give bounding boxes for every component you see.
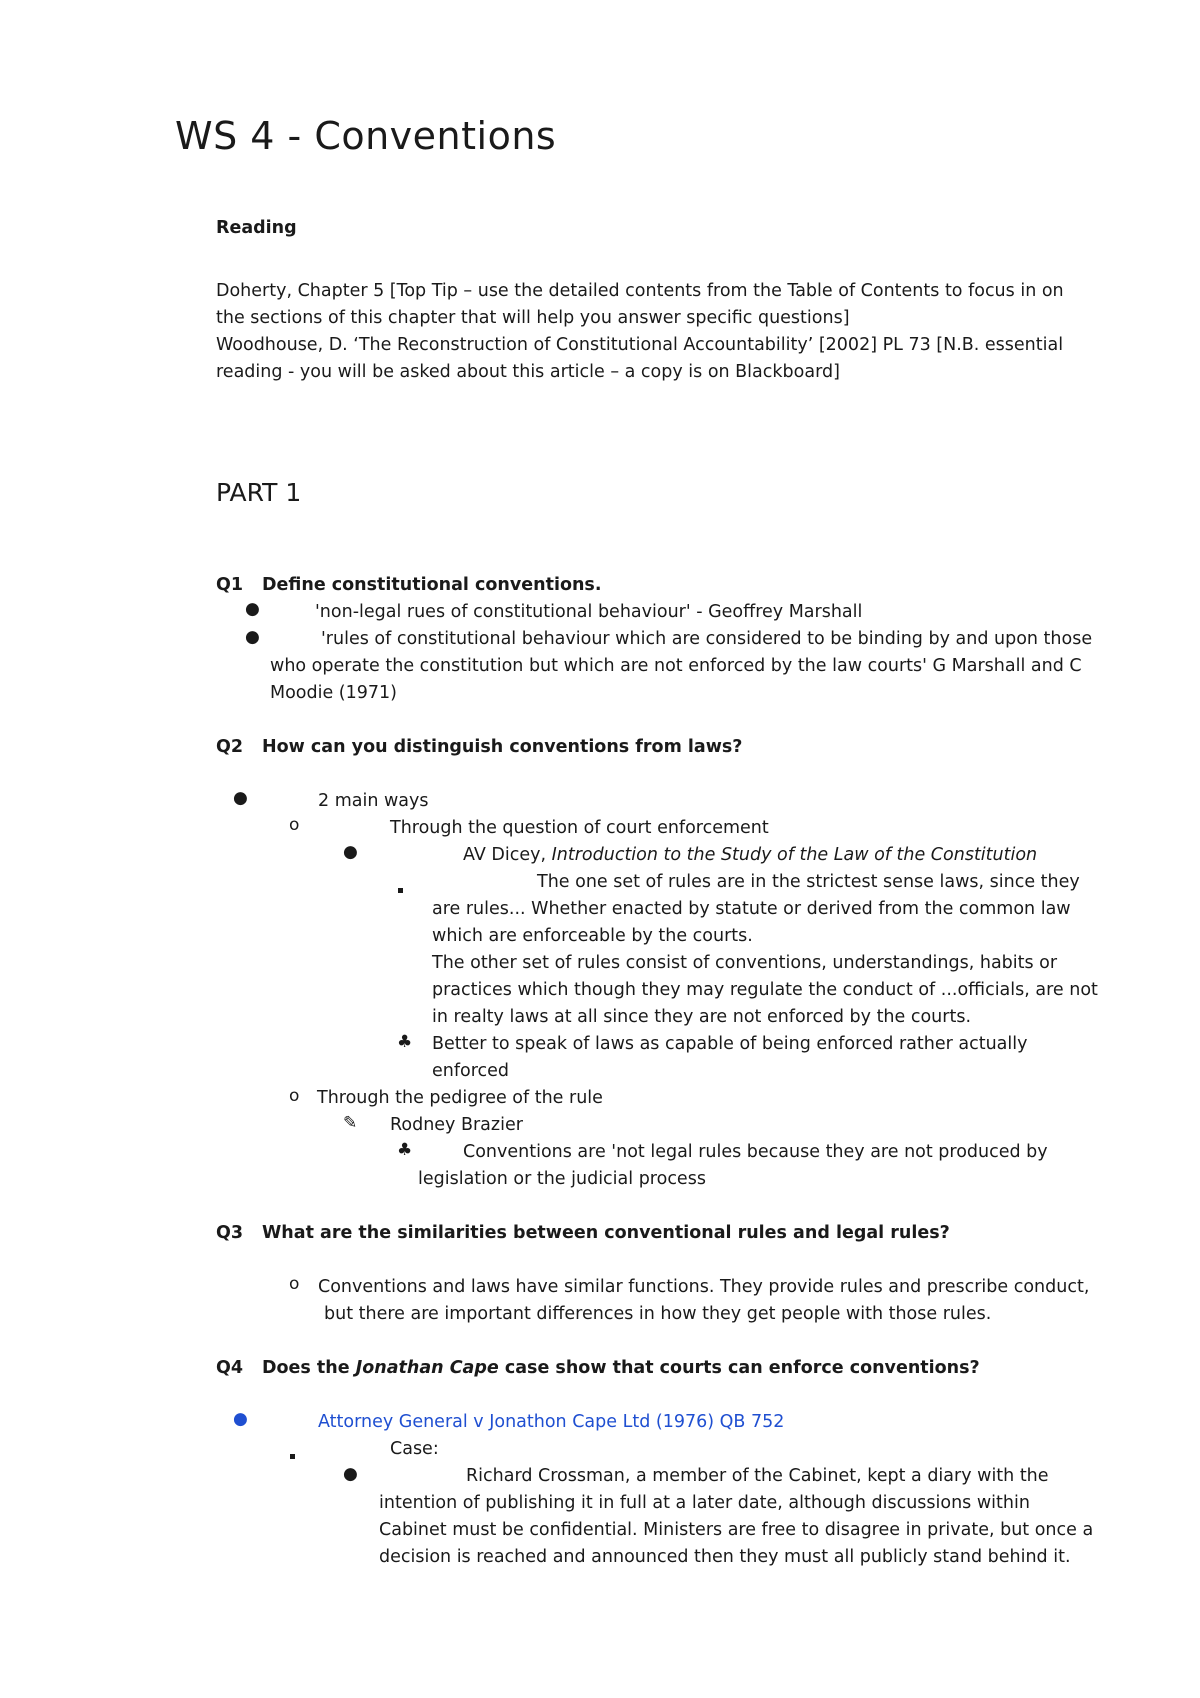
- q2-better-line-2: enforced: [432, 1061, 510, 1081]
- q4-case-label: Case:: [390, 1439, 439, 1459]
- page-title: WS 4 - Conventions: [175, 114, 557, 158]
- q1-bullet-2-line-3: Moodie (1971): [270, 683, 398, 703]
- bullet-dot-icon: ●: [233, 788, 248, 808]
- q4-question-post: case show that courts can enforce conventions?: [504, 1358, 980, 1378]
- q4-question-pre: Does the: [262, 1358, 350, 1378]
- bullet-dot-icon: ●: [233, 1409, 248, 1429]
- q4-number: Q4: [216, 1358, 244, 1378]
- bullet-square-icon: [290, 1444, 295, 1463]
- q2-quote-line-3: which are enforceable by the courts.: [432, 926, 753, 946]
- q3-answer-line-2: but there are important differences in how they get people with those rules.: [324, 1304, 992, 1324]
- bullet-square-icon: [398, 878, 403, 897]
- bullet-club-icon: ♣: [397, 1032, 413, 1052]
- q4-case-link[interactable]: Attorney General v Jonathon Cape Ltd (1976) QB 752: [318, 1412, 785, 1432]
- q2-quote-line-2: are rules... Whether enacted by statute or derived from the common law: [432, 899, 1071, 919]
- q3-answer-line-1: Conventions and laws have similar functions. They provide rules and prescribe conduct,: [318, 1277, 1090, 1297]
- q2-quote-line-1: The one set of rules are in the strictest sense laws, since they: [537, 872, 1080, 892]
- q2-way-1: Through the question of court enforcement: [390, 818, 769, 838]
- q4-case-line-1: Richard Crossman, a member of the Cabinet, kept a diary with the: [466, 1466, 1049, 1486]
- q2-better-line-1: Better to speak of laws as capable of being enforced rather actually: [432, 1034, 1028, 1054]
- reading-line-1: Doherty, Chapter 5 [Top Tip – use the detailed contents from the Table of Contents to focus in on: [216, 281, 1064, 301]
- q3-number: Q3: [216, 1223, 244, 1243]
- q1-question: Define constitutional conventions.: [262, 575, 602, 595]
- q3-question: What are the similarities between conventional rules and legal rules?: [262, 1223, 950, 1243]
- bullet-circle-icon: o: [289, 1274, 300, 1294]
- bullet-circle-icon: o: [289, 1086, 300, 1106]
- q2-dicey: [463, 842, 1037, 869]
- q4-case-line-3: Cabinet must be confidential. Ministers are free to disagree in private, but once a: [379, 1520, 1094, 1540]
- reading-line-4: reading - you will be asked about this article – a copy is on Blackboard]: [216, 362, 840, 382]
- q4-question: [262, 1355, 980, 1382]
- q2-quote-line-5: practices which though they may regulate the conduct of ...officials, are not: [432, 980, 1098, 1000]
- q2-brazier: Rodney Brazier: [390, 1115, 523, 1135]
- q2-question: How can you distinguish conventions from laws?: [262, 737, 743, 757]
- q4-case-line-2: intention of publishing it in full at a later date, although discussions within: [379, 1493, 1030, 1513]
- bullet-dot-icon: ●: [343, 1464, 358, 1484]
- bullet-dot-icon: ●: [343, 842, 358, 862]
- q2-dicey-book: Introduction to the Study of the Law of the Constitution: [551, 845, 1038, 865]
- q2-brazier-line-2: legislation or the judicial process: [418, 1169, 706, 1189]
- q1-bullet-2-line-1: 'rules of constitutional behaviour which are considered to be binding by and upon those: [321, 629, 1093, 649]
- bullet-club-icon: ♣: [397, 1140, 413, 1160]
- q2-dicey-name: AV Dicey,: [463, 845, 547, 865]
- q2-quote-line-6: in realty laws at all since they are not enforced by the courts.: [432, 1007, 972, 1027]
- q2-way-2: Through the pedigree of the rule: [317, 1088, 603, 1108]
- q4-question-case: Jonathan Cape: [355, 1358, 499, 1378]
- q1-number: Q1: [216, 575, 244, 595]
- q2-quote-line-4: The other set of rules consist of conventions, understandings, habits or: [432, 953, 1058, 973]
- reading-line-2: the sections of this chapter that will help you answer specific questions]: [216, 308, 850, 328]
- q2-main-ways: 2 main ways: [318, 791, 429, 811]
- bullet-dot-icon: ●: [245, 599, 260, 619]
- q4-case-line-4: decision is reached and announced then they must all publicly stand behind it.: [379, 1547, 1071, 1567]
- q1-bullet-1: 'non-legal rues of constitutional behaviour' - Geoffrey Marshall: [315, 602, 863, 622]
- reading-line-3: Woodhouse, D. ‘The Reconstruction of Constitutional Accountability’ [2002] PL 73 [N.B. essential: [216, 335, 1064, 355]
- q1-bullet-2-line-2: who operate the constitution but which are not enforced by the law courts' G Marshall and C: [270, 656, 1082, 676]
- q2-number: Q2: [216, 737, 244, 757]
- bullet-circle-icon: o: [289, 815, 300, 835]
- bullet-wingding-icon: ✎: [343, 1113, 358, 1133]
- bullet-dot-icon: ●: [245, 627, 260, 647]
- part-heading: PART 1: [216, 478, 302, 507]
- reading-heading: Reading: [216, 218, 297, 238]
- q2-brazier-line-1: Conventions are 'not legal rules because they are not produced by: [463, 1142, 1048, 1162]
